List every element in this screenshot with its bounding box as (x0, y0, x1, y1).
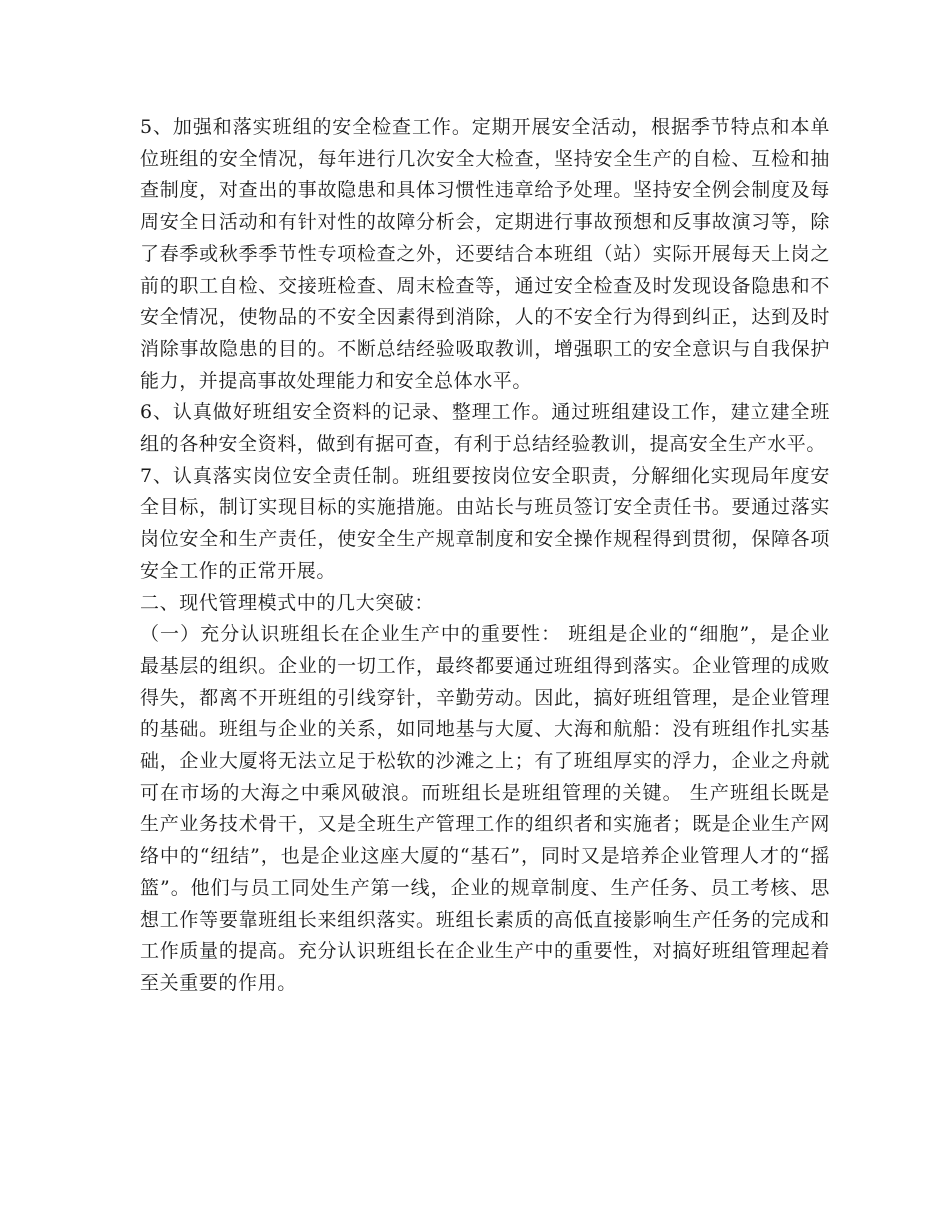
document-page (140, 112, 830, 1000)
paragraph-team-leader: （一）充分认识班组长在企业生产中的重要性： 班组是企业的“细胞”，是企业最基层的组织。企业的一切工作，最终都要通过班组得到落实。企业管理的成败得失，都离不开班组的引线穿针，辛勤劳动。因此，搞好班组管理，是企业管理的基础。班组与企业的关系，如同地基与大厦、大海和航船：没有班组作扎实基础，企业大厦将无法立足于松软的沙滩之上；有了班组厚实的浮力，企业之舟就可在市场的大海之中乘风破浪。而班组长是班组管理的关键。 生产班组长既是生产业务技术骨干，又是全班生产管理工作的组织者和实施者；既是企业生产网络中的“纽结”，也是企业这座大厦的“基石”，同时又是培养企业管理人才的“摇篮”。他们与员工同处生产第一线，企业的规章制度、生产任务、员工考核、思想工作等要靠班组长来组织落实。班组长素质的高低直接影响生产任务的完成和工作质量的提高。充分认识班组长在企业生产中的重要性，对搞好班组管理起着至关重要的作用。 (140, 623, 830, 994)
paragraph-inspection: 5、加强和落实班组的安全检查工作。定期开展安全活动，根据季节特点和本单位班组的安全情况，每年进行几次安全大检查，坚持安全生产的自检、互检和抽查制度，对查出的事故隐患和具体习惯性违章给予处理。坚持安全例会制度及每周安全日活动和有针对性的故障分析会，定期进行事故预想和反事故演习等，除了春季或秋季季节性专项检查之外，还要结合本班组（站）实际开展每天上岗之前的职工自检、交接班检查、周末检查等，通过安全检查及时发现设备隐患和不安全情况，使物品的不安全因素得到消除，人的不安全行为得到纠正，达到及时消除事故隐患的目的。不断总结经验吸取教训，增强职工的安全意识与自我保护能力，并提高事故处理能力和安全总体水平。 (140, 116, 830, 392)
section-heading: 二、现代管理模式中的几大突破： (140, 591, 435, 614)
paragraph-responsibility: 7、认真落实岗位安全责任制。班组要按岗位安全职责，分解细化实现局年度安全目标，制订实现目标的实施措施。由站长与班员签订安全责任书。要通过落实岗位安全和生产责任，使安全生产规章制度和安全操作规程得到贯彻，保障各项安全工作的正常开展。 (140, 464, 830, 582)
paragraph-records: 6、认真做好班组安全资料的记录、整理工作。通过班组建设工作，建立建全班组的各种安全资料，做到有据可查，有利于总结经验教训，提高安全生产水平。 (140, 401, 830, 456)
